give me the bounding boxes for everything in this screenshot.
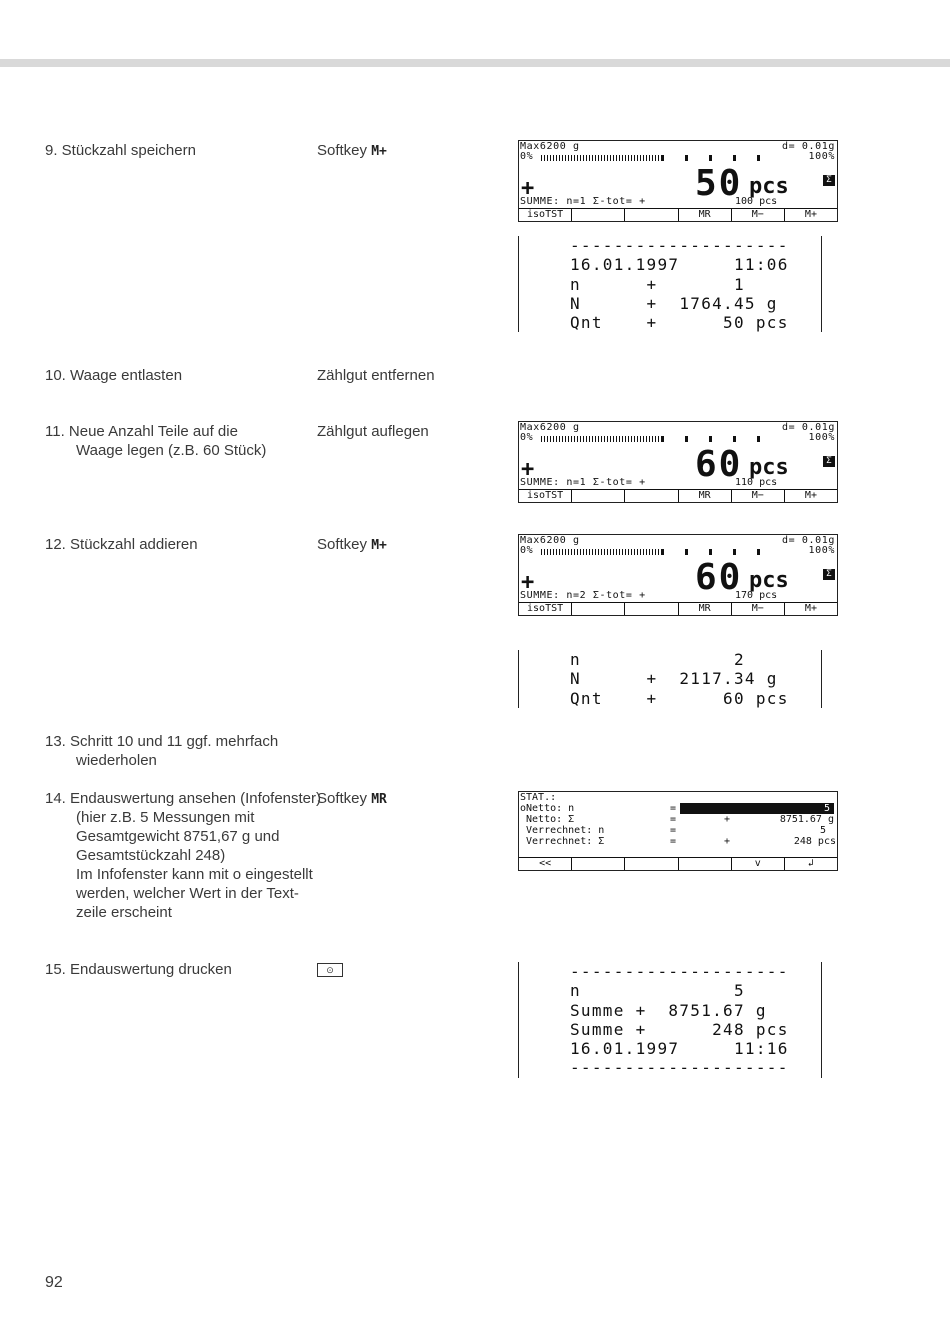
softkey-bar (519, 857, 837, 870)
step-line: 10. Waage entlasten (45, 367, 183, 384)
stat-value: 5 (823, 803, 830, 814)
softkey-back[interactable]: << (519, 858, 572, 870)
softkey-mr[interactable]: MR (679, 209, 732, 221)
step-line: wiederholen (76, 752, 157, 769)
softkey-m-minus[interactable]: M− (732, 209, 785, 221)
step-line: Im Infofenster kann mit o eingestellt (76, 866, 313, 883)
stat-label: Verrechnet: Σ (520, 836, 605, 847)
printout-2 (518, 650, 822, 708)
softkey-isotst[interactable]: isoTST (519, 603, 572, 615)
step-line: Gesamtstückzahl 248) (76, 847, 226, 864)
plus-sign-icon: + (521, 570, 535, 595)
bar-graph-dots (661, 155, 771, 161)
sum-total: 170 pcs (735, 590, 778, 601)
print-line: Summe + 248 pcs (570, 1019, 789, 1039)
bar-end-label: 100% (808, 151, 835, 162)
step-14 (45, 789, 322, 922)
step-line: 15. Endauswertung drucken (45, 961, 232, 978)
sum-line: SUMME: n=1 Σ-tot= + (520, 477, 646, 488)
step-12 (45, 535, 315, 554)
stat-title-text: STAT.: (520, 792, 557, 803)
print-line: -------------------- (570, 1058, 789, 1078)
step-line: werden, welcher Wert in der Text- (76, 885, 299, 902)
step-line: 12. Stückzahl addieren (45, 536, 198, 553)
sigma-icon: Σ (823, 175, 835, 186)
bar-graph-dots (661, 549, 771, 555)
count-value: 60 (695, 444, 743, 485)
print-line: 16.01.1997 11:16 (570, 1039, 789, 1059)
action-text: Softkey (317, 790, 372, 807)
softkey-m-plus[interactable]: M+ (804, 603, 817, 614)
softkey-m-minus[interactable]: M− (732, 603, 785, 615)
softkey-empty[interactable] (625, 209, 678, 221)
softkey-isotst[interactable]: isoTST (519, 490, 572, 502)
softkey-bar (519, 602, 837, 615)
bar-graph (541, 155, 661, 161)
softkey-empty[interactable] (679, 858, 732, 870)
step-10-action: Zählgut entfernen (317, 367, 435, 384)
print-line: n 2 (570, 650, 745, 669)
stat-row[interactable] (520, 814, 836, 825)
softkey-mr[interactable]: MR (679, 603, 732, 615)
step-line: 13. Schritt 10 und 11 ggf. mehrfach (45, 733, 279, 750)
capacity-text: Max6200 g (520, 141, 580, 152)
count-value: 60 (695, 557, 743, 598)
readability-text: d= 0.01g (782, 422, 835, 433)
header-rule (0, 59, 950, 67)
softkey-empty[interactable] (572, 490, 625, 502)
step-9 (45, 141, 315, 160)
bar-end-label: 100% (808, 432, 835, 443)
balance-display-2 (518, 421, 838, 503)
selection-highlight (680, 803, 834, 814)
bar-graph-dots (661, 436, 771, 442)
print-line: Qnt + 50 pcs (570, 313, 789, 333)
action-text: Softkey (317, 536, 372, 553)
count-unit: pcs (749, 455, 789, 480)
bar-graph (541, 549, 661, 555)
print-line: n 5 (570, 981, 745, 1001)
print-line: N + 2117.34 g (570, 669, 778, 689)
bar-graph (541, 436, 661, 442)
print-line: Summe + 8751.67 g (570, 1000, 767, 1020)
stat-label: Verrechnet: n (520, 825, 605, 836)
sum-total: 100 pcs (735, 196, 778, 207)
stat-label: oNetto: n (520, 803, 575, 814)
page-number: 92 (45, 1274, 63, 1291)
capacity-text: Max6200 g (520, 422, 580, 433)
bar-start-label: 0% (520, 432, 534, 443)
softkey-empty[interactable] (572, 858, 625, 870)
step-11 (45, 422, 315, 460)
step-line: 9. Stückzahl speichern (45, 142, 196, 159)
step-13 (45, 732, 315, 770)
bar-end-label: 100% (808, 545, 835, 556)
stat-sign: + (724, 814, 731, 825)
step-line: Gesamtgewicht 8751,67 g und (76, 828, 280, 845)
stat-title (520, 792, 836, 803)
plus-sign-icon: + (521, 176, 535, 201)
sum-total: 110 pcs (735, 477, 778, 488)
stat-sign: + (724, 836, 731, 847)
count-unit: pcs (749, 568, 789, 593)
softkey-m-minus[interactable]: M− (732, 490, 785, 502)
stat-value: 8751.67 g (779, 814, 834, 825)
printout-3 (518, 962, 822, 1078)
stat-row[interactable] (520, 803, 836, 814)
softkey-m-plus[interactable]: M+ (804, 209, 817, 220)
stat-eq: = (670, 803, 677, 814)
step-line: 14. Endauswertung ansehen (Infofenster) (45, 790, 322, 807)
print-line: -------------------- (570, 962, 789, 981)
step-9-action (317, 141, 387, 161)
step-12-action (317, 535, 387, 555)
softkey-isotst[interactable]: isoTST (519, 209, 572, 221)
softkey-empty[interactable] (625, 490, 678, 502)
print-line: -------------------- (570, 236, 789, 255)
softkey-enter[interactable]: ↲ (807, 858, 814, 869)
bar-start-label: 0% (520, 545, 534, 556)
step-line: 11. Neue Anzahl Teile auf die (45, 423, 238, 440)
stat-row[interactable] (520, 836, 836, 847)
sigma-icon: Σ (823, 456, 835, 467)
print-key-icon[interactable]: ⊙ (317, 963, 343, 977)
stat-value: 248 pcs (793, 836, 836, 847)
count-unit: pcs (749, 174, 789, 199)
stat-label: Netto: Σ (520, 814, 575, 825)
capacity-text: Max6200 g (520, 535, 580, 546)
softkey-mr[interactable]: MR (679, 490, 732, 502)
softkey-m-plus: M+ (371, 538, 387, 553)
softkey-down[interactable]: v (732, 858, 785, 870)
softkey-m-plus: M+ (371, 144, 387, 159)
softkey-mr: MR (371, 792, 387, 807)
sigma-icon: Σ (823, 569, 835, 580)
step-11-action: Zählgut auflegen (317, 423, 429, 440)
softkey-empty[interactable] (572, 603, 625, 615)
step-line: zeile erscheint (76, 904, 172, 921)
softkey-m-plus[interactable]: M+ (804, 490, 817, 501)
readability-text: d= 0.01g (782, 535, 835, 546)
plus-sign-icon: + (521, 457, 535, 482)
balance-display-3 (518, 534, 838, 616)
stat-eq: = (670, 814, 677, 825)
stat-row[interactable] (520, 825, 836, 836)
print-line: Qnt + 60 pcs (570, 688, 789, 708)
printout-1 (518, 236, 822, 332)
sum-line: SUMME: n=1 Σ-tot= + (520, 196, 646, 207)
bar-start-label: 0% (520, 151, 534, 162)
softkey-empty[interactable] (572, 209, 625, 221)
print-line: 16.01.1997 11:06 (570, 255, 789, 275)
balance-display-1 (518, 140, 838, 222)
softkey-empty[interactable] (625, 858, 678, 870)
print-line: N + 1764.45 g (570, 293, 778, 313)
print-line: n + 1 (570, 274, 745, 294)
softkey-empty[interactable] (625, 603, 678, 615)
softkey-bar (519, 208, 837, 221)
step-line: (hier z.B. 5 Messungen mit (76, 809, 255, 826)
count-value: 50 (695, 163, 743, 204)
stat-eq: = (670, 825, 677, 836)
stat-eq: = (670, 836, 677, 847)
step-line: Waage legen (z.B. 60 Stück) (76, 442, 267, 459)
stat-value: 5 (819, 825, 826, 836)
sum-line: SUMME: n=2 Σ-tot= + (520, 590, 646, 601)
readability-text: d= 0.01g (782, 141, 835, 152)
step-15 (45, 960, 315, 979)
statistics-display (518, 791, 838, 871)
step-14-action (317, 789, 387, 809)
step-10 (45, 366, 315, 385)
action-text: Softkey (317, 142, 372, 159)
softkey-bar (519, 489, 837, 502)
